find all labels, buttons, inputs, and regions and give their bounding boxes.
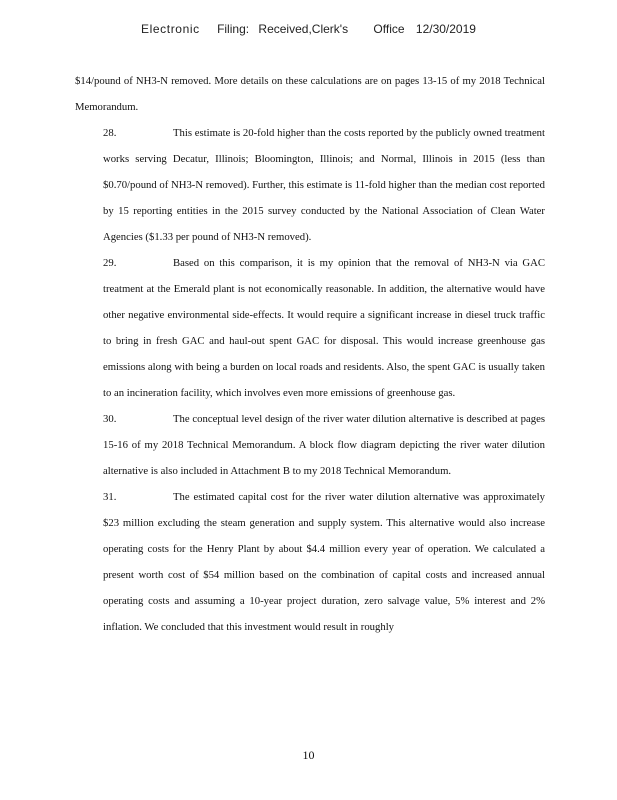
paragraph-31-number: 31. — [103, 491, 117, 503]
header-filing: Filing: — [217, 22, 250, 36]
header-date: 12/30/2019 — [415, 22, 476, 36]
paragraph-29-text: Based on this comparison, it is my opinion that the removal of NH3-N via GAC treatment at the Emerald plant is not economically reasonable. In addition, the alternative would have other negative environmental side-effects. It would require a significant increase in diesel truck traffic to bring in fresh GAC and haul-out spent GAC for disposal. This would increase greenhouse gas emissions along with being a burden on local roads and residents. Also, the spent GAC is usually taken to an incineration facility, which involves even more emissions of greenhouse gas. — [103, 257, 545, 399]
paragraph-29-number: 29. — [103, 257, 117, 269]
paragraph-28-text: This estimate is 20-fold higher than the costs reported by the publicly owned treatment works serving Decatur, Illinois; Bloomington, Illinois; and Normal, Illinois in 2015 (less than $0.70/pound of NH3-N removed). Further, this estimate is 11-fold higher than the median cost reported by 15 reporting entities in the 2015 survey conducted by the National Association of Clean Water Agencies ($1.33 per pound of NH3-N removed). — [103, 127, 545, 243]
paragraph-continuation: $14/pound of NH3-N removed. More details on these calculations are on pages 13-15 of my 2018 Technical Memorandum. — [75, 75, 545, 113]
paragraph-28-number: 28. — [103, 127, 117, 139]
paragraph-30-text: The conceptual level design of the river water dilution alternative is described at pages 15-16 of my 2018 Technical Memorandum. A block flow diagram depicting the river water dilution alternative is also included in Attachment B to my 2018 Technical Memorandum. — [103, 413, 545, 477]
page-number: 10 — [302, 748, 315, 762]
filing-header — [0, 22, 617, 36]
paragraph-28 — [75, 120, 545, 250]
paragraph-30 — [75, 406, 545, 484]
paragraph-31 — [75, 484, 545, 640]
document-body — [75, 68, 545, 640]
header-electronic: Electronic — [141, 22, 200, 36]
paragraph-30-number: 30. — [103, 413, 117, 425]
header-office: Office — [373, 22, 405, 36]
header-received: Received,Clerk's — [258, 22, 349, 36]
paragraph-31-text: The estimated capital cost for the river water dilution alternative was approximately $23 million excluding the steam generation and supply system. This alternative would also increase operating costs for the Henry Plant by about $4.4 million every year of operation. We calculated a present worth cost of $54 million based on the combination of capital costs and increased annual operating costs and assuming a 10-year project duration, zero salvage value, 5% interest and 2% inflation. We concluded that this investment would result in roughly — [103, 491, 545, 633]
paragraph-29 — [75, 250, 545, 406]
